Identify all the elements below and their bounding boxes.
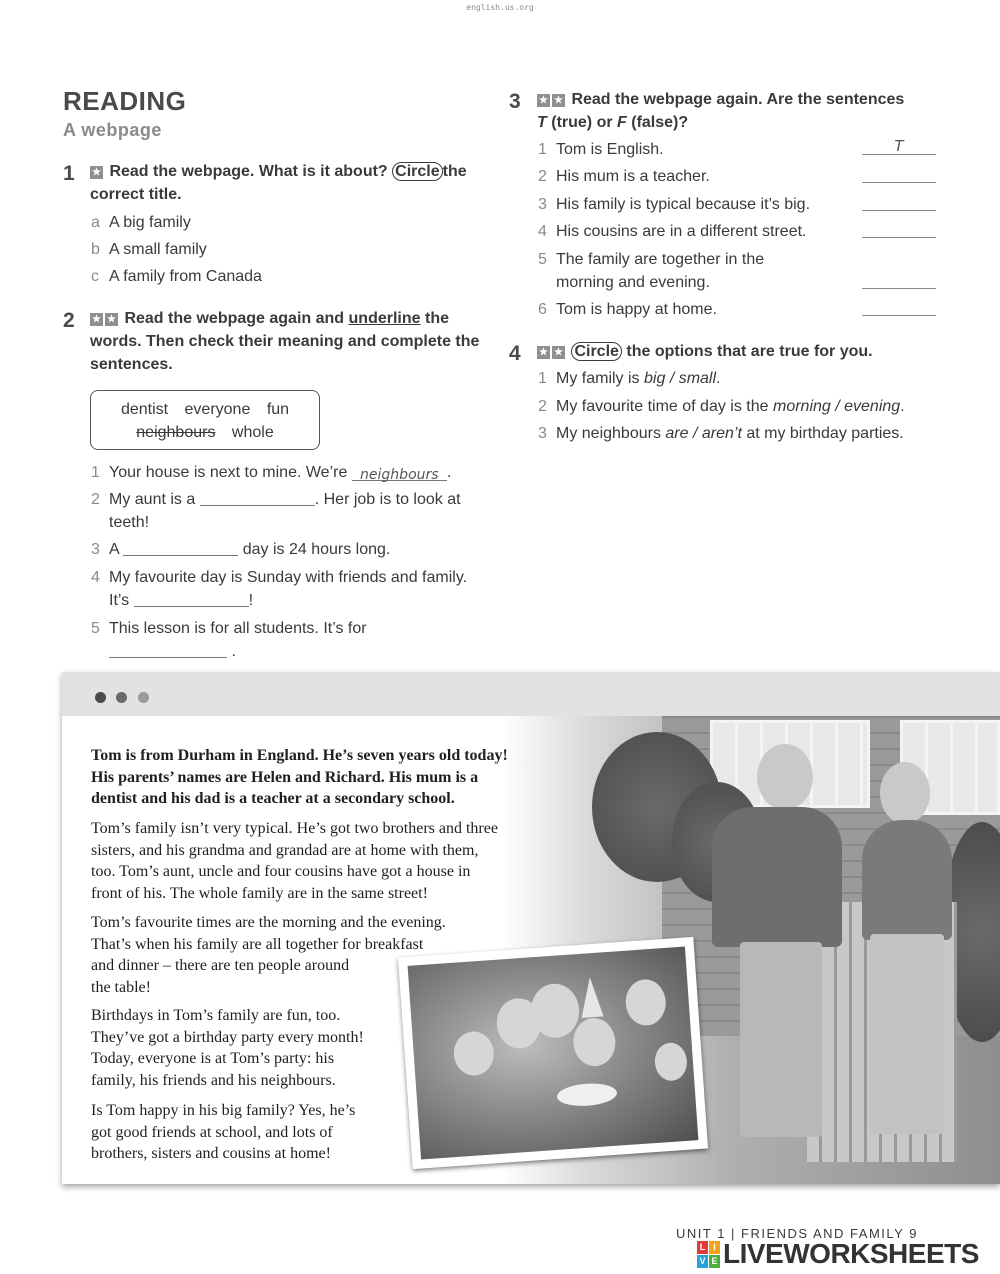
option-item[interactable] <box>91 265 262 288</box>
grandma-top <box>862 820 952 940</box>
paragraph-5: Is Tom happy in his big family? Yes, he’s got good friends at school, and lots of brothers, sisters and cousins at home! <box>91 1102 356 1162</box>
sentence-text: My neighbours <box>556 425 661 442</box>
answer-field[interactable] <box>862 165 936 183</box>
answer-field[interactable] <box>862 137 936 155</box>
answer-text: T <box>894 137 904 155</box>
paragraph-2: Tom’s family isn’t very typical. He’s got two brothers and three sisters, and his grandma and grandad are at home with them, too. Tom’s aunt, uncle and four cousins have got a house in front of his. The whole family are in the same street! <box>91 820 498 902</box>
sentence-text: The family are together in the <box>556 251 765 268</box>
party-photo-image <box>408 947 699 1160</box>
item-label: 2 <box>538 398 547 415</box>
option-label: b <box>91 241 100 258</box>
exercise-1 <box>63 160 493 300</box>
grandma-head <box>880 762 930 824</box>
sentence-text: His cousins are in a different street. <box>556 223 807 240</box>
option-choice[interactable]: morning / evening <box>772 398 901 415</box>
sentence-text: . Her job is to look at <box>314 491 461 508</box>
true-false-item <box>538 138 664 161</box>
option-item[interactable] <box>91 238 207 261</box>
window-dot-icon <box>138 692 149 703</box>
exercise-instruction <box>90 307 500 376</box>
item-label: 3 <box>538 196 547 213</box>
option-label: a <box>91 214 100 231</box>
baby-face <box>452 1030 495 1077</box>
grandad-sweater <box>712 807 842 947</box>
word-box <box>90 390 320 450</box>
grandad-head <box>757 744 813 810</box>
instruction-text: (true) or <box>551 114 613 131</box>
circle-option-item[interactable] <box>538 395 905 418</box>
item-label: 3 <box>91 541 100 558</box>
sentence-text: morning and evening. <box>556 274 710 291</box>
child-face <box>654 1042 689 1082</box>
option-choice[interactable]: are / aren’t <box>665 425 742 442</box>
liveworksheets-logo-icon <box>697 1241 721 1269</box>
answer-blank[interactable] <box>134 590 249 607</box>
word: whole <box>231 424 274 441</box>
answer-blank[interactable] <box>123 539 238 556</box>
paragraph-4: Birthdays in Tom’s family are fun, too. They’ve got a birthday party every month! Today, everyone is at Tom’s party: his family, his friends and his neighbours. <box>91 1007 364 1089</box>
star-icon: ★ <box>537 346 550 359</box>
underlined-word: underline <box>348 310 421 327</box>
sentence-text: . <box>900 398 905 415</box>
logo-letter: I <box>709 1241 720 1254</box>
exercise-instruction <box>537 88 947 134</box>
option-text: A family from Canada <box>109 268 262 285</box>
birthday-cake <box>556 1082 617 1108</box>
item-label: 1 <box>538 370 547 387</box>
exercise-instruction <box>537 340 947 363</box>
exercise-number: 3 <box>509 90 521 113</box>
sentence-text: A <box>109 541 119 558</box>
item-label: 3 <box>538 425 547 442</box>
logo-letter: L <box>697 1241 708 1254</box>
item-label: 2 <box>91 491 100 508</box>
circle-option-item[interactable] <box>538 422 904 445</box>
sentence-text: . <box>446 464 452 481</box>
sentence-text: His family is typical because it’s big. <box>556 196 811 213</box>
item-label: 4 <box>538 223 547 240</box>
true-false-item <box>538 165 710 188</box>
sentence-text: ! <box>248 592 254 609</box>
sentence-text: . <box>231 643 236 660</box>
instruction-text: F <box>617 114 627 131</box>
answer-blank[interactable] <box>109 641 227 658</box>
page-footer: UNIT 1 | FRIENDS AND FAMILY 9 <box>676 1226 918 1241</box>
word-used: neighbours <box>136 424 216 441</box>
circled-word: Circle <box>392 162 442 181</box>
sentence-text: at my birthday parties. <box>746 425 904 442</box>
instruction-text: sentences. <box>90 356 173 373</box>
instruction-text: (false)? <box>631 114 689 131</box>
window-dot-icon <box>116 692 127 703</box>
option-text: A small family <box>109 241 207 258</box>
exercise-instruction <box>90 160 500 206</box>
circled-word: Circle <box>571 342 621 361</box>
word: dentist <box>120 401 169 418</box>
logo-letter: E <box>709 1255 720 1268</box>
star-icon: ★ <box>537 94 550 107</box>
instruction-text: the options that are true for you. <box>626 343 873 360</box>
true-false-item <box>538 248 764 294</box>
instruction-text: Read the webpage again and <box>124 310 345 327</box>
browser-bar <box>62 672 1000 716</box>
sentence-text: It’s <box>109 592 130 609</box>
webpage-panel <box>62 672 1000 1184</box>
option-text: A big family <box>109 214 191 231</box>
answer-field[interactable] <box>862 193 936 211</box>
section-heading: READING <box>63 86 187 116</box>
option-label: c <box>91 268 99 285</box>
instruction-text: T <box>537 114 547 131</box>
girl-face <box>624 978 667 1027</box>
answer-field[interactable] <box>862 298 936 316</box>
sentence-text: My favourite time of day is the <box>556 398 769 415</box>
word: everyone <box>184 401 251 418</box>
logo-letter: V <box>697 1255 708 1268</box>
star-icon: ★ <box>90 166 103 179</box>
true-false-item <box>538 193 810 216</box>
item-label: 2 <box>538 168 547 185</box>
sentence-text: His mum is a teacher. <box>556 168 710 185</box>
sentence-text: Tom is happy at home. <box>556 301 717 318</box>
sentence-text: This lesson is for all students. It’s for <box>109 620 367 637</box>
window-dot-icon <box>95 692 106 703</box>
star-icon: ★ <box>105 313 118 326</box>
instruction-text: Read the webpage. What is it about? <box>109 163 388 180</box>
star-icon: ★ <box>552 346 565 359</box>
answer-field[interactable] <box>862 271 936 289</box>
exercise-number: 4 <box>509 342 521 365</box>
paragraph-1: Tom is from Durham in England. He’s seven years old today! His parents’ names are Helen and Richard. His mum is a dentist and his dad is a teacher at a secondary school. <box>91 747 508 807</box>
item-label: 1 <box>538 141 547 158</box>
sentence-text: My aunt is a <box>109 491 196 508</box>
gap-fill-item <box>91 617 367 663</box>
sentence-text: . <box>716 370 721 387</box>
gap-fill-item <box>91 488 461 534</box>
sentence-text: Your house is next to mine. We’re <box>109 464 348 481</box>
exercise-4 <box>509 340 949 370</box>
answer-blank[interactable] <box>200 489 315 506</box>
sentence-text: day is 24 hours long. <box>242 541 391 558</box>
birthday-boy-face <box>572 1017 617 1068</box>
instruction-text: Read the webpage again. Are the sentences <box>571 91 905 108</box>
sentence-text: Tom is English. <box>556 141 664 158</box>
item-label: 6 <box>538 301 547 318</box>
instruction-text: words. Then check their meaning and complete the <box>90 333 480 350</box>
option-choice[interactable]: big / small <box>644 370 717 387</box>
true-false-item <box>538 298 717 321</box>
gap-fill-item <box>91 566 467 612</box>
gap-fill-item <box>91 461 451 484</box>
exercise-number: 2 <box>63 309 75 332</box>
circle-option-item[interactable] <box>538 367 721 390</box>
answer-blank[interactable]: neighbours <box>352 464 447 481</box>
item-label: 4 <box>91 569 100 586</box>
grandma-trousers <box>870 934 944 1134</box>
instruction-text: the <box>442 163 467 180</box>
brand-name: LIVEWORKSHEETS <box>723 1238 979 1269</box>
item-label: 5 <box>538 251 547 268</box>
gap-fill-item <box>91 538 390 561</box>
star-icon: ★ <box>90 313 103 326</box>
source-url: english.us.org <box>466 3 534 12</box>
grandad-trousers <box>740 942 822 1137</box>
exercise-number: 1 <box>63 162 75 185</box>
section-subheading: A webpage <box>63 120 162 140</box>
answer-field[interactable] <box>862 220 936 238</box>
instruction-text: the <box>424 310 449 327</box>
sentence-text: My favourite day is Sunday with friends and family. <box>109 569 468 586</box>
item-label: 1 <box>91 464 100 481</box>
instruction-text: correct title. <box>90 186 182 203</box>
option-item[interactable] <box>91 211 191 234</box>
sentence-text: My family is <box>556 370 640 387</box>
paragraph-3: Tom’s favourite times are the morning and the evening. That’s when his family are all together for breakfast and dinner – there are ten people around the table! <box>91 914 446 996</box>
true-false-item <box>538 220 807 243</box>
item-label: 5 <box>91 620 100 637</box>
sentence-text: teeth! <box>109 514 150 531</box>
word: fun <box>266 401 290 418</box>
party-hat <box>579 976 604 1017</box>
star-icon: ★ <box>552 94 565 107</box>
exercise-2 <box>63 307 493 387</box>
